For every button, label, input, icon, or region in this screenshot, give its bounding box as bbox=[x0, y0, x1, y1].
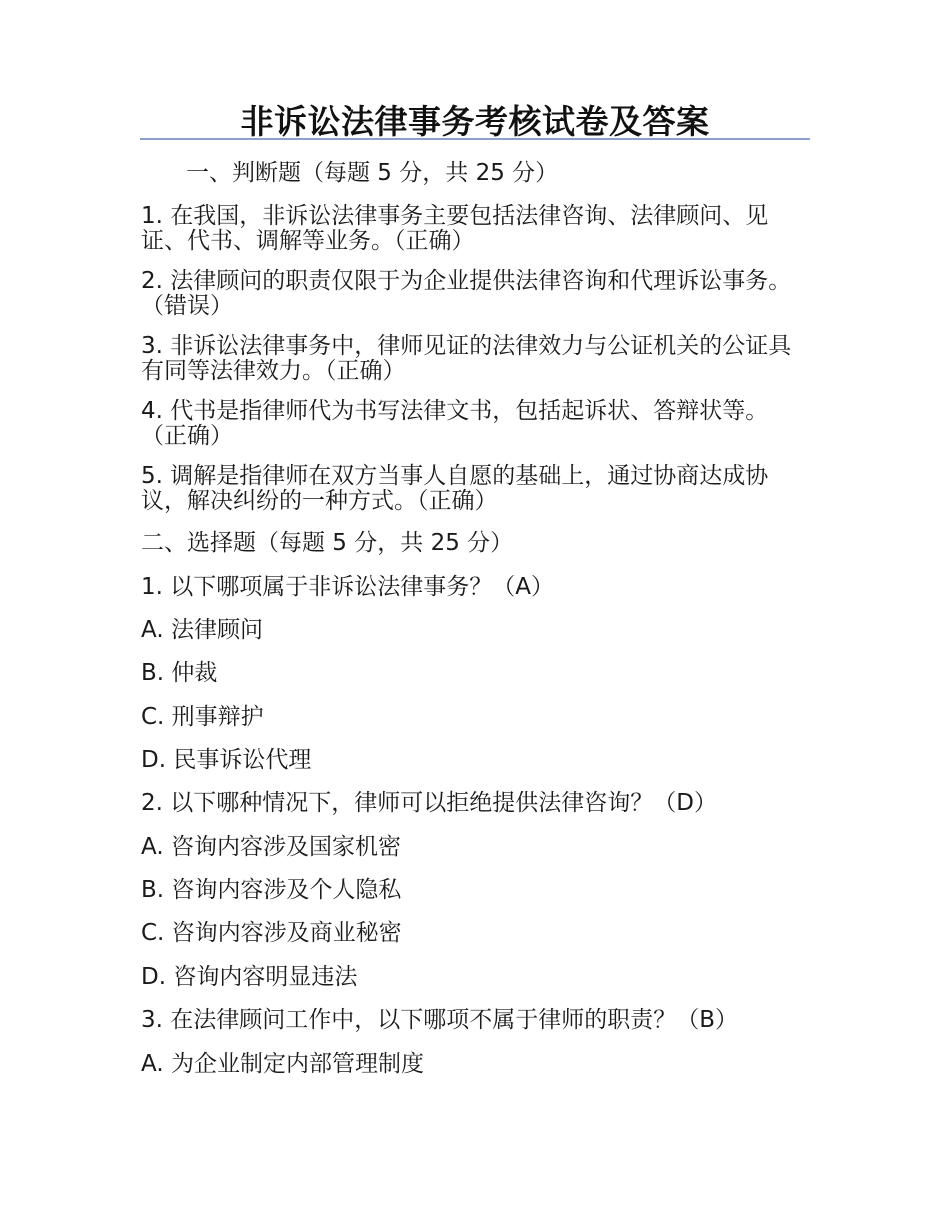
document-title: 非诉讼法律事务考核试卷及答案 bbox=[240, 102, 710, 141]
section-heading-true-false: 一、判断题（每题 5 分，共 25 分） bbox=[186, 160, 559, 186]
question-2: 2. 以下哪种情况下，律师可以拒绝提供法律咨询？（D） bbox=[141, 790, 717, 816]
true-false-item-5: 5. 调解是指律师在双方当事人自愿的基础上，通过协商达成协议，解决纠纷的一种方式。（正确） bbox=[141, 463, 769, 514]
question-2-option-d: D. 咨询内容明显违法 bbox=[141, 964, 358, 990]
true-false-item-4: 4. 代书是指律师代为书写法律文书，包括起诉状、答辩状等。（正确） bbox=[141, 398, 769, 449]
question-3: 3. 在法律顾问工作中，以下哪项不属于律师的职责？（B） bbox=[141, 1007, 739, 1033]
question-1: 1. 以下哪项属于非诉讼法律事务？（A） bbox=[141, 574, 554, 600]
question-2-option-b: B. 咨询内容涉及个人隐私 bbox=[141, 877, 402, 903]
section-heading-multiple-choice: 二、选择题（每题 5 分，共 25 分） bbox=[141, 530, 514, 556]
question-2-option-c: C. 咨询内容涉及商业秘密 bbox=[141, 920, 402, 946]
true-false-item-2: 2. 法律顾问的职责仅限于为企业提供法律咨询和代理诉讼事务。（错误） bbox=[141, 268, 792, 319]
true-false-item-1: 1. 在我国，非诉讼法律事务主要包括法律咨询、法律顾问、见证、代书、调解等业务。（正确） bbox=[141, 203, 769, 254]
question-1-option-d: D. 民事诉讼代理 bbox=[141, 747, 312, 773]
question-2-option-a: A. 咨询内容涉及国家机密 bbox=[141, 834, 401, 860]
true-false-item-3: 3. 非诉讼法律事务中，律师见证的法律效力与公证机关的公证具有同等法律效力。（正确） bbox=[141, 333, 792, 384]
title-underline bbox=[140, 138, 810, 140]
question-3-option-a: A. 为企业制定内部管理制度 bbox=[141, 1051, 424, 1077]
question-1-option-a: A. 法律顾问 bbox=[141, 617, 263, 643]
question-1-option-b: B. 仲裁 bbox=[141, 660, 218, 686]
question-1-option-c: C. 刑事辩护 bbox=[141, 704, 264, 730]
